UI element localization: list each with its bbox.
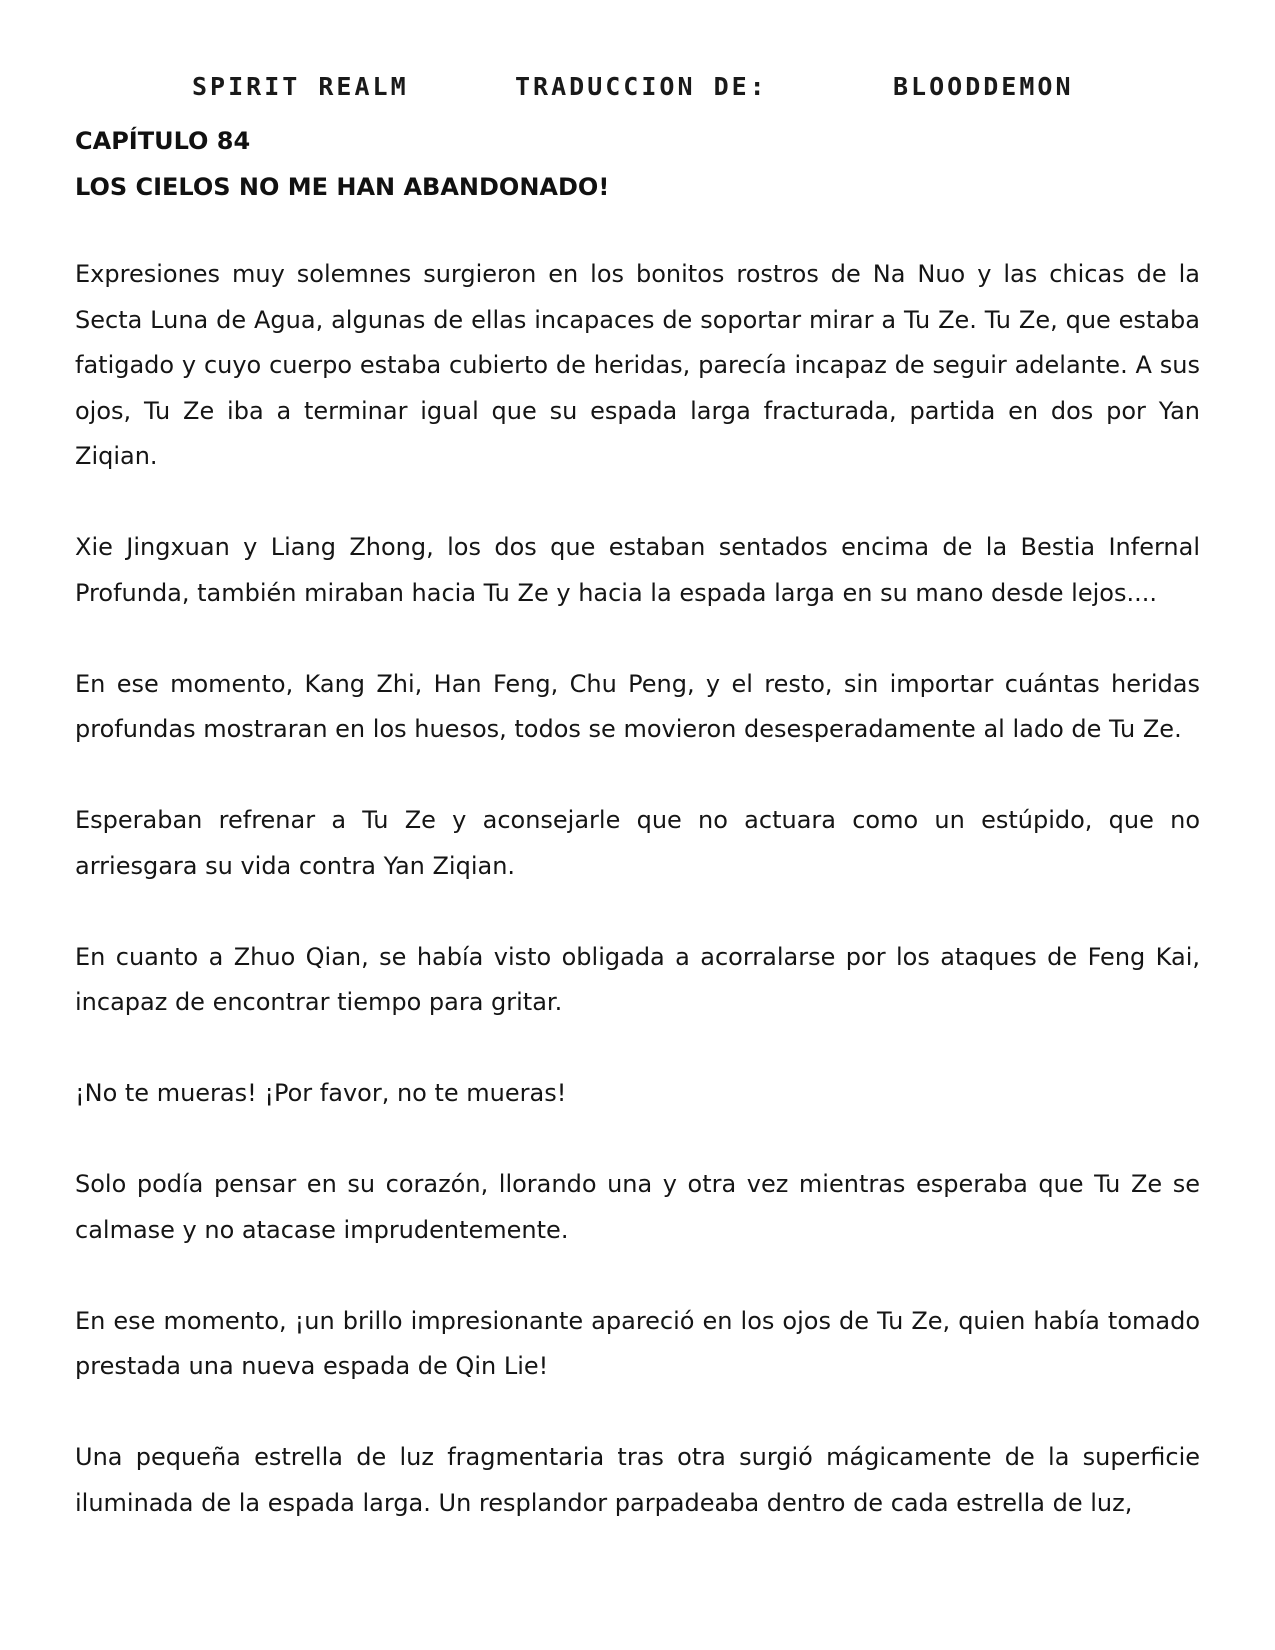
header-series-name: SPIRIT REALM [192, 72, 409, 101]
header-translation-label: TRADUCCION DE: [515, 72, 768, 101]
chapter-heading [75, 118, 1200, 210]
paragraph: En cuanto a Zhuo Qian, se había visto obligada a acorralarse por los ataques de Feng Kai, incapaz de encontrar tiempo para gritar. [75, 942, 1200, 1016]
header-translator-name: BLOODDEMON [893, 72, 1074, 101]
paragraph: En ese momento, ¡un brillo impresionante apareció en los ojos de Tu Ze, quien había tomado prestada una nueva espada de Qin Lie! [75, 1306, 1200, 1380]
chapter-number: CAPÍTULO 84 [75, 127, 251, 155]
paragraph: Esperaban refrenar a Tu Ze y aconsejarle que no actuara como un estúpido, que no arriesgara su vida contra Yan Ziqian. [75, 806, 1200, 880]
chapter-body [75, 252, 1200, 1572]
paragraph: Solo podía pensar en su corazón, llorando una y otra vez mientras esperaba que Tu Ze se calmase y no atacase imprudentemente. [75, 1170, 1200, 1244]
paragraph: Una pequeña estrella de luz fragmentaria tras otra surgió mágicamente de la superficie iluminada de la espada larga. Un resplandor parpadeaba dentro de cada estrella de luz, [75, 1443, 1200, 1517]
paragraph: Xie Jingxuan y Liang Zhong, los dos que estaban sentados encima de la Bestia Infernal Profunda, también miraban hacia Tu Ze y hacia la espada larga en su mano desde lejos.... [75, 533, 1200, 607]
chapter-title: LOS CIELOS NO ME HAN ABANDONADO! [75, 173, 610, 201]
page-header [0, 72, 1275, 112]
paragraph: Expresiones muy solemnes surgieron en los bonitos rostros de Na Nuo y las chicas de la Secta Luna de Agua, algunas de ellas incapaces de soportar mirar a Tu Ze. Tu Ze, que estaba fatigado y cuyo cuerpo estaba cubierto de heridas, parecía incapaz de seguir adelante. A sus ojos, Tu Ze iba a terminar igual que su espada larga fracturada, partida en dos por Yan Ziqian. [75, 260, 1200, 470]
paragraph: ¡No te mueras! ¡Por favor, no te mueras! [75, 1079, 567, 1107]
paragraph: En ese momento, Kang Zhi, Han Feng, Chu Peng, y el resto, sin importar cuántas heridas profundas mostraran en los huesos, todos se movieron desesperadamente al lado de Tu Ze. [75, 669, 1200, 743]
